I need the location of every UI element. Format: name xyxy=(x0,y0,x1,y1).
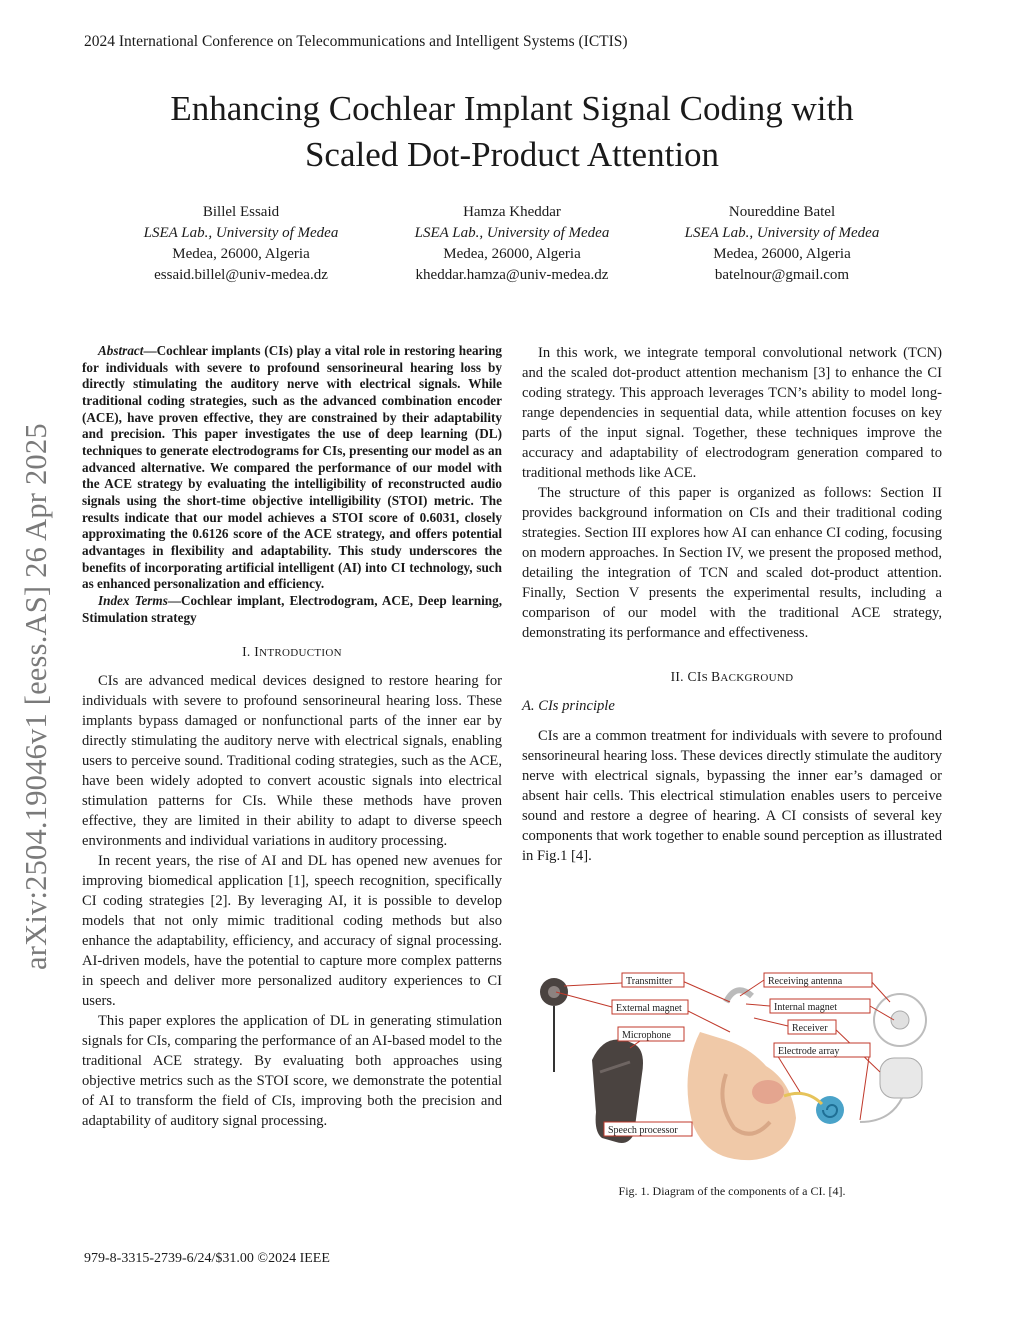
background-paragraph: CIs are a common treatment for individuals with severe to profound sensorineural hearing loss. These devices directly stimulate the auditory nerve with electrical signals, bypassing the inner ear’s damaged or absent hair cells. This electrical stimulation enables users to perceive sound and restore a degree of hearing. A CI consists of several key components that work together to enable sound perception as illustrated in Fig.1 [4]. xyxy=(522,728,942,864)
figure-caption: Fig. 1. Diagram of the components of a CI. [4]. xyxy=(618,1184,846,1198)
subsection-heading: A. CIs principle xyxy=(522,698,615,714)
author-email[interactable]: essaid.billel@univ-medea.dz xyxy=(154,267,328,283)
label-electrode-array: Electrode array xyxy=(778,1046,840,1057)
label-external-magnet: External magnet xyxy=(616,1003,682,1014)
abstract-label: Abstract xyxy=(98,343,144,358)
section-part-a: CI xyxy=(687,669,702,684)
author-name: Noureddine Batel xyxy=(728,204,836,220)
section-part-b: S xyxy=(701,672,712,684)
label-microphone: Microphone xyxy=(622,1030,671,1041)
index-terms-label: Index Terms xyxy=(98,592,168,608)
abstract-text: —Cochlear implants (CIs) play a vital role in restoring hearing for individuals with severe to profound sensorineural hearing loss by directly stimulating the auditory nerve with electrical signals. While traditional coding strategies, such as the advanced combination encoder (ACE), have proven effective, they are constrained by their adaptability and precision. This paper investigates the use of deep learning (DL) techniques to generate electrodograms for CIs, presenting our model as an advanced alternative. We compared the performance of our model with the ACE strategy by evaluating the intelligibility of reconstructed audio signals using the short-time objective intelligibility (STOI) metric. The results indicate that our model achieves a STOI score of 0.6031, closely approximating the 0.6126 score of the ACE strategy, and offers potential advantages in flexibility and adaptability. This study underscores the benefits of incorporating artificial intelligent (AI) into CI technology, such as enhanced personalization and efficiency. xyxy=(82,343,502,592)
electrode-array-wire xyxy=(860,1098,902,1122)
receiver-unit xyxy=(880,1058,922,1098)
abstract xyxy=(82,343,502,593)
index-terms xyxy=(82,593,502,626)
figure-ci-diagram xyxy=(530,962,940,1174)
ci-diagram-svg xyxy=(530,962,940,1174)
external-magnet-disc xyxy=(548,986,560,998)
label-speech-processor: Speech processor xyxy=(608,1125,678,1136)
author-location: Medea, 26000, Algeria xyxy=(443,246,581,262)
author-3 xyxy=(642,202,922,286)
section-rest: NTRODUCTION xyxy=(259,647,342,660)
intro-paragraph-1: CIs are advanced medical devices designed to restore hearing for individuals with severe to profound sensorineural hearing loss. These implants bypass damaged or nonfunctional parts of the inner ear by directly stimulating the auditory nerve with electrical signals, enabling users to perceive sound. Traditional coding strategies, such as the ACE, have been widely adopted to convert acoustic signals into electrical stimulation patterns for CIs. While these methods have proven effective, they are limited in their ability to adapt to diverse speech environments and individual variations in auditory processing. xyxy=(82,673,502,850)
label-receiving-antenna: Receiving antenna xyxy=(768,976,843,987)
section-initial: I xyxy=(254,644,260,660)
section-heading-background xyxy=(522,667,942,688)
section-part-c: B xyxy=(711,669,721,684)
leader-receiving-antenna-2 xyxy=(870,980,890,1002)
author-email[interactable]: kheddar.hamza@univ-medea.dz xyxy=(415,267,609,283)
leader-transmitter-2 xyxy=(680,980,730,1002)
ear-drawing xyxy=(688,990,845,1160)
label-internal-magnet: Internal magnet xyxy=(774,1002,838,1013)
author-2 xyxy=(372,202,652,286)
ear-canal xyxy=(752,1080,784,1104)
section-heading-introduction xyxy=(82,642,502,663)
paper-title xyxy=(60,86,964,178)
intro-paragraph-3: This paper explores the application of DL in generating stimulation signals for CIs, comparing the performance of an AI-based model to the traditional ACE strategy. By evaluating both approaches using objective metrics such as the STOI score, we demonstrate the potential of AI to transform the field of CIs, improving both the precision and adaptability of auditory signal processing. xyxy=(82,1013,502,1130)
intro-paragraph-4: In this work, we integrate temporal convolutional network (TCN) and the scaled dot-product attention mechanism [3] to enhance the CI coding strategy. This approach leverages TCN’s ability to model long-range dependencies in sequential data, while attention focuses on key parts of the input signal. Together, these techniques improve the accuracy and adaptability of electrodogram generation compared to traditional methods like ACE. xyxy=(522,345,942,481)
index-terms-text: —Cochlear implant, Electrodogram, ACE, Deep learning, Stimulation strategy xyxy=(82,592,502,625)
arxiv-stamp: arXiv:2504.19046v1 [eess.AS] 26 Apr 2025 xyxy=(19,423,53,970)
leader-internal-magnet xyxy=(746,1004,770,1006)
section-number: II. xyxy=(670,669,688,684)
title-line-1: Enhancing Cochlear Implant Signal Coding with xyxy=(170,89,854,128)
author-location: Medea, 26000, Algeria xyxy=(713,246,851,262)
label-transmitter: Transmitter xyxy=(626,976,673,987)
label-receiver: Receiver xyxy=(792,1023,828,1034)
author-affiliation: LSEA Lab., University of Medea xyxy=(414,225,610,241)
author-affiliation: LSEA Lab., University of Medea xyxy=(143,225,339,241)
left-column xyxy=(82,343,502,1131)
leader-electrode-array-2 xyxy=(860,1050,870,1120)
leader-receiver xyxy=(754,1018,788,1026)
intro-paragraph-2: In recent years, the rise of AI and DL has opened new avenues for improving biomedical application [1], speech recognition, specifically CI coding strategies [2]. By leveraging AI, it is possible to develop models that not only mimic traditional coding methods but also enhance the adaptability, efficiency, and accuracy of signal processing. AI-driven models, have the potential to capture more complex patterns in speech and deliver more personalized auditory experiences to CI users. xyxy=(82,853,502,1010)
author-email[interactable]: batelnour@gmail.com xyxy=(714,267,850,283)
section-number: I. xyxy=(242,644,255,660)
cochlea xyxy=(816,1096,844,1124)
copyright-footer: 979-8-3315-2739-6/24/$31.00 ©2024 IEEE xyxy=(84,1251,330,1266)
author-affiliation: LSEA Lab., University of Medea xyxy=(684,225,880,241)
author-location: Medea, 26000, Algeria xyxy=(172,246,310,262)
author-name: Hamza Kheddar xyxy=(463,204,561,220)
internal-implant-arc xyxy=(726,990,752,1002)
author-name: Billel Essaid xyxy=(202,204,280,220)
section-part-d: ACKGROUND xyxy=(720,672,794,684)
author-1 xyxy=(101,202,381,286)
title-line-2: Scaled Dot-Product Attention xyxy=(304,135,720,174)
intro-paragraph-5: The structure of this paper is organized as follows: Section II provides background information on CIs and their traditional coding strategies. Section III explores how AI can enhance CI coding, focusing on modern approaches. In Section IV, we present the proposed method, detailing the integration of TCN and scaled dot-product attention. Finally, Section V presents the experimental results, including a comparison of our model with the traditional ACE strategy, demonstrating its performance and effectiveness. xyxy=(522,485,942,641)
right-column xyxy=(522,343,942,866)
conference-header: 2024 International Conference on Telecommunications and Intelligent Systems (ICTIS) xyxy=(84,33,628,50)
